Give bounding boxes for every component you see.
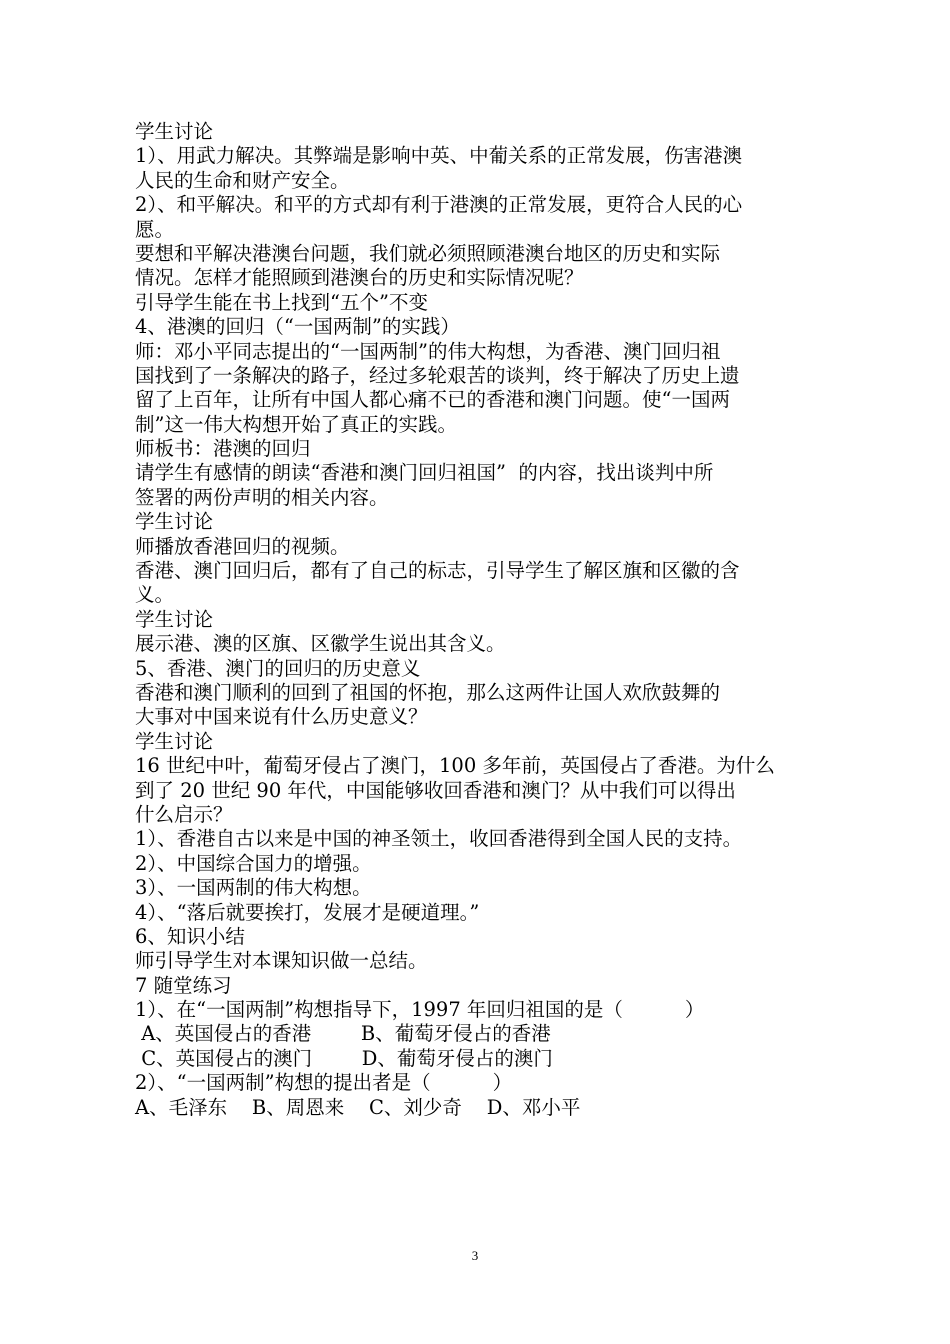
text-line: 4、港澳的回归（“一国两制”的实践） bbox=[135, 315, 460, 339]
page-number: 3 bbox=[471, 1248, 479, 1263]
text-line: 5、香港、澳门的回归的历史意义 bbox=[135, 656, 421, 680]
text-line: 人民的生命和财产安全。 bbox=[135, 168, 350, 192]
text-line: 请学生有感情的朗读“香港和澳门回归祖国” 的内容，找出谈判中所 bbox=[135, 461, 714, 485]
text-line: 学生讨论 bbox=[135, 120, 214, 143]
text-line: 到了 20 世纪 90 年代，中国能够收回香港和澳门？从中我们可以得出 bbox=[135, 778, 736, 802]
text-line: 义。 bbox=[135, 583, 175, 607]
text-line: 要想和平解决港澳台问题，我们就必须照顾港澳台地区的历史和实际 bbox=[135, 241, 721, 265]
text-line: 展示港、澳的区旗、区徽学生说出其含义。 bbox=[135, 632, 506, 656]
document-body bbox=[135, 120, 820, 1120]
text-line: 6、知识小结 bbox=[135, 924, 245, 948]
text-line: 留了上百年，让所有中国人都心痛不已的香港和澳门问题。使“一国两 bbox=[135, 388, 730, 412]
text-line: 制”这一伟大构想开始了真正的实践。 bbox=[135, 412, 457, 436]
text-line: 学生讨论 bbox=[135, 607, 214, 631]
text-line: 签署的两份声明的相关内容。 bbox=[135, 485, 389, 509]
text-line: 引导学生能在书上找到“五个”不变 bbox=[135, 290, 428, 314]
text-line: 3）、一国两制的伟大构想。 bbox=[135, 876, 372, 900]
text-line: 4）、“落后就要挨打，发展才是硬道理。” bbox=[135, 900, 480, 924]
text-line: 2）、“一国两制”构想的提出者是（ ） bbox=[135, 1071, 513, 1095]
text-line: 师板书：港澳的回归 bbox=[135, 437, 311, 461]
text-line: 学生讨论 bbox=[135, 510, 214, 534]
text-line: 什么启示？ bbox=[135, 802, 233, 826]
text-line: 大事对中国来说有什么历史意义？ bbox=[135, 705, 428, 729]
text-line: 愿。 bbox=[135, 217, 175, 241]
text-line: 情况。怎样才能照顾到港澳台的历史和实际情况呢？ bbox=[135, 266, 584, 290]
text-line: 1）、香港自古以来是中国的神圣领土，收回香港得到全国人民的支持。 bbox=[135, 827, 743, 851]
text-line: 师：邓小平同志提出的“一国两制”的伟大构想，为香港、澳门回归祖 bbox=[135, 339, 721, 363]
text-line: 2）、中国综合国力的增强。 bbox=[135, 851, 372, 875]
text-line: 16 世纪中叶，葡萄牙侵占了澳门，100 多年前，英国侵占了香港。为什么 bbox=[135, 754, 775, 778]
text-line: 香港和澳门顺利的回到了祖国的怀抱，那么这两件让国人欢欣鼓舞的 bbox=[135, 680, 721, 704]
text-line: 师播放香港回归的视频。 bbox=[135, 534, 350, 558]
text-line: A、毛泽东 B、周恩来 C、刘少奇 D、邓小平 bbox=[135, 1095, 581, 1119]
text-line: C、英国侵占的澳门 D、葡萄牙侵占的澳门 bbox=[135, 1046, 553, 1070]
text-line: 国找到了一条解决的路子，经过多轮艰苦的谈判，终于解决了历史上遗 bbox=[135, 363, 740, 387]
text-line: 师引导学生对本课知识做一总结。 bbox=[135, 949, 428, 973]
text-line: 7 随堂练习 bbox=[135, 973, 232, 997]
text-line: 香港、澳门回归后，都有了自己的标志，引导学生了解区旗和区徽的含 bbox=[135, 559, 740, 583]
text-line: 学生讨论 bbox=[135, 729, 214, 753]
text-line: 1）、用武力解决。其弊端是影响中英、中葡关系的正常发展，伤害港澳 bbox=[135, 144, 743, 168]
text-line: A、英国侵占的香港 B、葡萄牙侵占的香港 bbox=[135, 1022, 551, 1046]
text-line: 2）、和平解决。和平的方式却有利于港澳的正常发展，更符合人民的心 bbox=[135, 193, 743, 217]
text-line: 1）、在“一国两制”构想指导下，1997 年回归祖国的是（ ） bbox=[135, 998, 705, 1022]
